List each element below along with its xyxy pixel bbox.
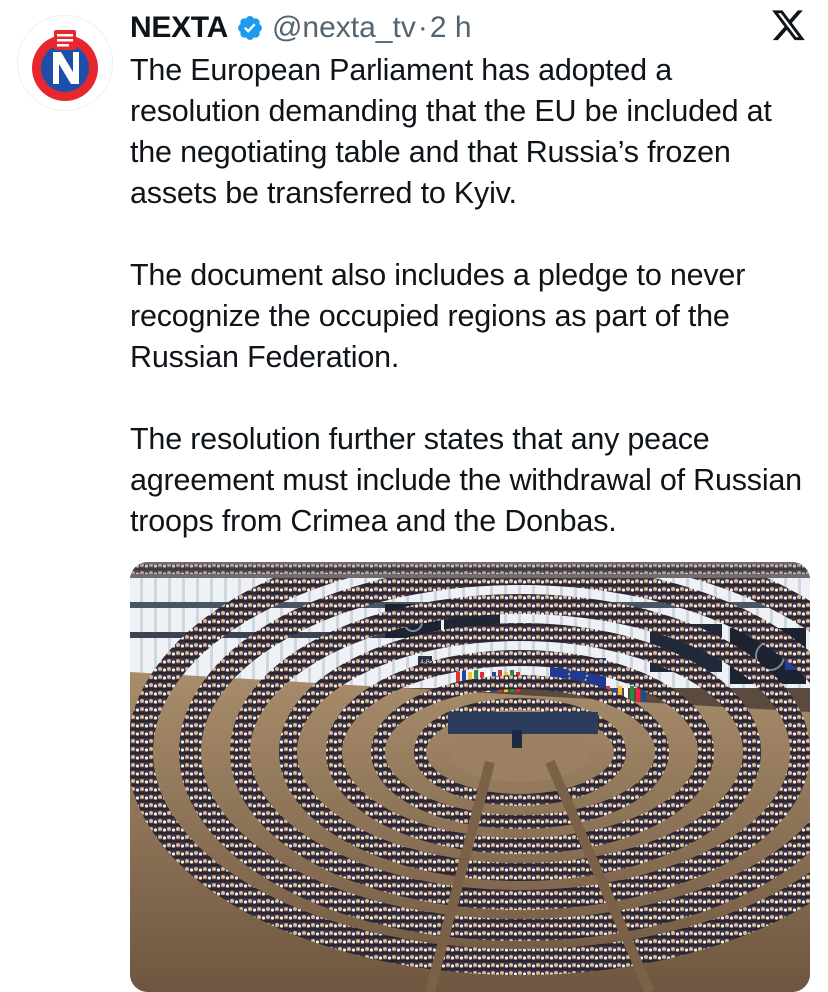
parliament-chamber-photo [130, 562, 810, 992]
avatar[interactable] [18, 16, 112, 110]
tweet-paragraph: The European Parliament has adopted a resolution demanding that the EU be included at the negotiating table and that Russia’s frozen assets be transferred to Kyiv. [130, 53, 772, 210]
display-name[interactable]: NEXTA [130, 11, 228, 44]
screen-label: 4·B [420, 659, 430, 666]
tweet-paragraph: The resolution further states that any peace agreement must include the withdrawal of Russian troops from Crimea and the Donbas. [130, 422, 802, 538]
tweet-header [130, 8, 808, 48]
handle[interactable]: @nexta_tv [271, 11, 416, 44]
verified-badge-icon [236, 14, 264, 42]
tweet-text [130, 50, 810, 583]
media-image[interactable] [130, 562, 810, 992]
tweet-paragraph: The document also includes a pledge to never recognize the occupied regions as part of the Russian Federation. [130, 258, 746, 374]
separator-dot: · [417, 11, 428, 44]
x-logo-icon[interactable] [772, 10, 806, 42]
screen-label: S-1 [287, 625, 297, 632]
nexta-logo-icon [18, 16, 112, 110]
timestamp[interactable]: 2 h [429, 11, 472, 44]
